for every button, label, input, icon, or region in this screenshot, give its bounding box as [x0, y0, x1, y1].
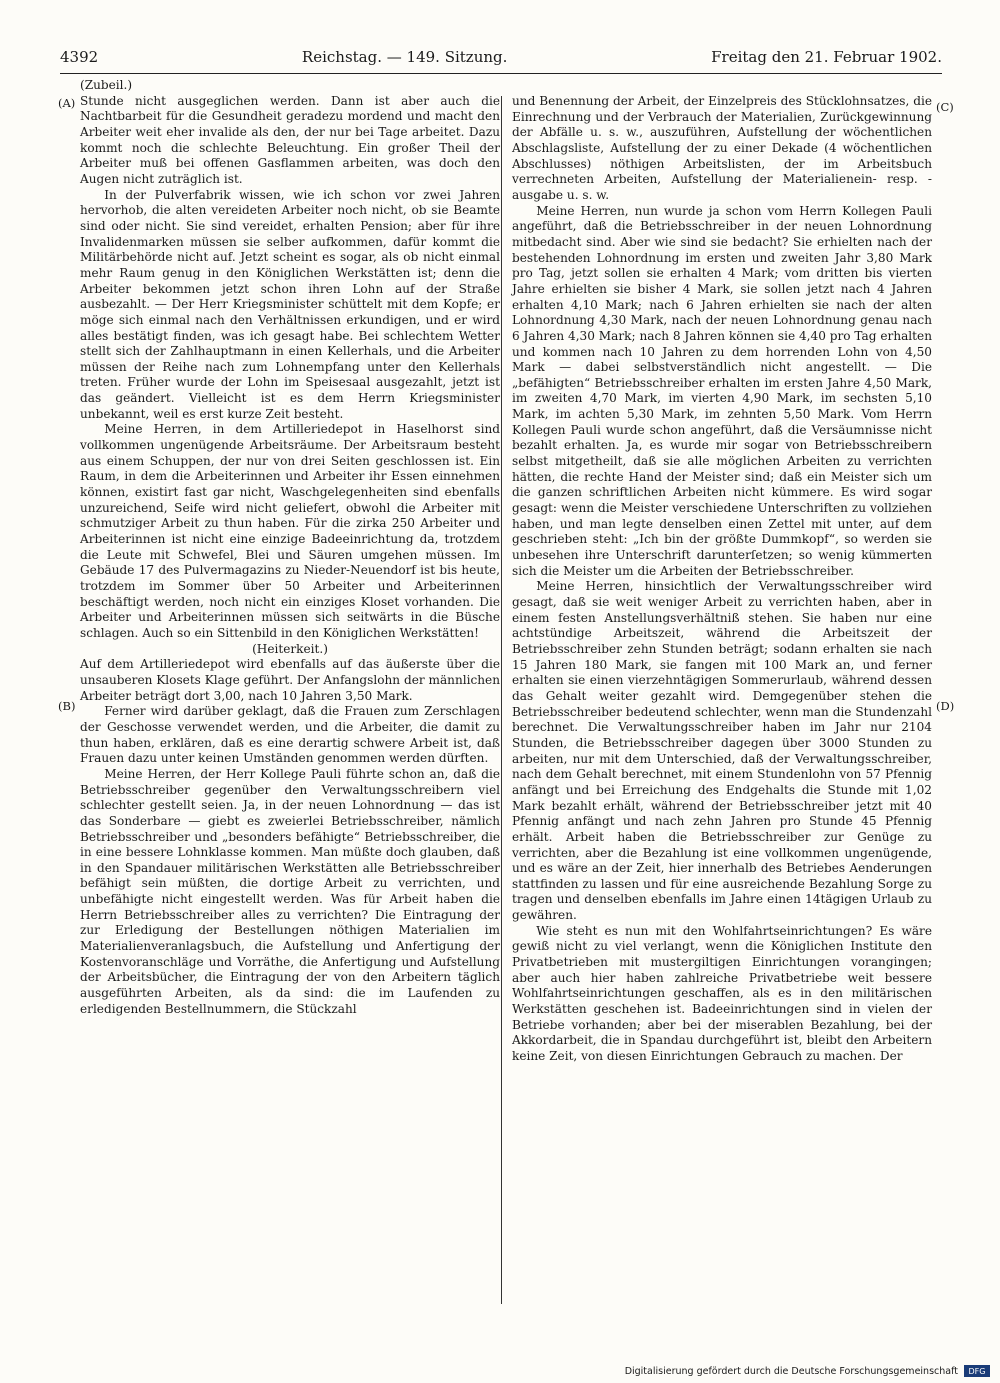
right-column — [512, 94, 932, 1065]
paragraph: Auf dem Artilleriedepot wird ebenfalls auf das äußerste über die unsauberen Klosets Klage geführt. Der Anfangslohn der männlichen Arbeiter beträgt dort 3,00, nach 10 Jahren 3,50 Mark. — [80, 657, 500, 703]
running-title: Reichstag. — 149. Sitzung. — [301, 48, 508, 66]
paragraph: Ferner wird darüber geklagt, daß die Frauen zum Zerschlagen der Geschosse verwendet werden, und die Arbeiter, die damit zu thun haben, erklären, daß es eine derartig schwere Arbeit ist, daß Frauen dazu unter keinen Umständen genommen werden dürften. — [80, 704, 500, 766]
paragraph: Meine Herren, hinsichtlich der Verwaltungsschreiber wird gesagt, daß sie weit weniger Arbeit zu verrichten haben, aber in einem festen Anstellungsverhältniß stehen. Sie haben nur eine achtstündige Arbeitszeit, während die Arbeitszeit der Betriebsschreiber zehn Stunden beträgt; sodann erhalten sie nach 15 Jahren 180 Mark, sie fangen mit 100 Mark an, und ferner erhalten sie einen vierzehntägigen Sommerurlaub, während dessen das Gehalt weiter gezahlt wird. Demgegenüber stehen die Betriebsschreiber bedeutend schlechter, wenn man die Stundenzahl berechnet. Die Verwaltungsschreiber haben im Jahr nur 2104 Stunden, die Betriebsschreiber dagegen über 3000 Stunden zu arbeiten, nur mit dem Unterschied, daß der Verwaltungsschreiber, nach dem Gehalt berechnet, mit einem Stundenlohn von 57 Pfennig anfängt und bei Erreichung des Endgehalts die Stunde mit 1,02 Mark bezahlt erhält, während der Betriebsschreiber jetzt mit 40 Pfennig anfängt und nach zehn Jahren pro Stunde 45 Pfennig erhält. Arbeit haben die Betriebsschreiber zur Genüge zu verrichten, aber die Bezahlung ist eine vollkommen ungenügende, und es wäre an der Zeit, hier innerhalb des Betriebes Aenderungen stattfinden zu lassen und für eine ausreichende Bezahlung Sorge zu tragen und denselben ebenfalls im Jahre einen 14tägigen Urlaub zu gewähren. — [512, 579, 932, 923]
paragraph: Wie steht es nun mit den Wohlfahrtseinrichtungen? Es wäre gewiß nicht zu viel verlangt, wenn die Königlichen Institute den Privatbetrieben mit mustergiltigen Einrichtungen vorangingen; aber auch hier haben zahlreiche Privatbetriebe weit bessere Wohlfahrtseinrichtungen geschaffen, als es in den militärischen Werkstätten geschehen ist. Badeeinrichtungen sind in vielen der Betriebe vorhanden; aber bei der miserablen Bezahlung, bei der Akkordarbeit, die in Spandau durchgeführt ist, bleibt den Arbeitern keine Zeit, von diesen Einrichtungen Gebrauch zu machen. Der — [512, 923, 932, 1064]
page-number: 4392 — [60, 48, 99, 66]
page-header — [60, 48, 942, 72]
column-divider — [501, 96, 502, 1304]
paragraph: Meine Herren, nun wurde ja schon vom Herrn Kollegen Pauli angeführt, daß die Betriebsschreiber in der neuen Lohnordnung mitbedacht sind. Aber wie sind sie bedacht? Sie erhielten nach der bestehenden Lohnordnung im ersten und zweiten Jahr 3,80 Mark pro Tag, jetzt sollen sie erhalten 4 Mark; vom dritten bis vierten Jahre erhielten sie bisher 4 Mark, sie sollen jetzt nach 4 Jahren erhalten 4,10 Mark; nach 6 Jahren erhielten sie nach der alten Lohnordnung 4,30 Mark, nach der neuen Lohnordnung genau nach 6 Jahren 4,30 Mark; nach 8 Jahren können sie 4,40 pro Tag erhalten und kommen nach 10 Jahren zu dem horrenden Lohn von 4,50 Mark — dabei selbstverständlich nicht angestellt. — Die „befähigten“ Betriebsschreiber erhalten im ersten Jahre 4,50 Mark, im zweiten 4,70 Mark, im vierten 4,90 Mark, im sechsten 5,10 Mark, im achten 5,30 Mark, im zehnten 5,50 Mark. Vom Herrn Kollegen Pauli wurde schon angeführt, daß die Versäumnisse nicht bezahlt erhalten. Ja, es wurde mir sogar von Betriebsschreibern selbst mitgetheilt, daß sie alle möglichen Arbeiten zu verrichten hätten, die rechte Hand der Meister sind; daß ein Meister sich um die ganzen schriftlichen Arbeiten nicht kümmere. Es wird sogar gesagt: wenn die Meister verschiedene Unterschriften zu vollziehen haben, und man legte denselben einen Zettel mit unter, auf dem geschrieben steht: „Ich bin der größte Dummkopf“, so werden sie unbesehen ihre Unterschrift darunterſetzen; so wenig kümmerten sich die Meister um die Arbeiten der Betriebsschreiber. — [512, 203, 932, 578]
session-date: Freitag den 21. Februar 1902. — [711, 48, 942, 66]
left-column — [80, 78, 500, 1017]
header-rule — [60, 73, 942, 74]
credit-text: Digitalisierung gefördert durch die Deutsche Forschungsgemeinschaft — [624, 1365, 958, 1377]
margin-marker-b: (B) — [58, 699, 76, 713]
paragraph: Meine Herren, in dem Artilleriedepot in Haselhorst sind vollkommen ungenügende Arbeitsräume. Der Arbeitsraum besteht aus einem Schuppen, der nur von drei Seiten geschlossen ist. Ein Raum, in dem die Arbeiterinnen und Arbeiter ihr Essen einnehmen können, existirt fast gar nicht, Waschgelegenheiten sind ebenfalls unzureichend, Seife wird nicht geliefert, obwohl die Arbeiter mit schmutziger Arbeit zu thun haben. Für die zirka 250 Arbeiter und Arbeiterinnen ist nicht eine einzige Badeeinrichtung da, trotzdem die Leute mit Schwefel, Blei und Säuren umgehen müssen. Im Gebäude 17 des Pulvermagazins zu Nieder-Neuendorf ist bis heute, trotzdem im Sommer über 50 Arbeiter und Arbeiterinnen beschäftigt werden, noch nicht ein einziges Kloset vorhanden. Die Arbeiter und Arbeiterinnen müssen sich seitwärts in die Büsche schlagen. Auch so ein Sittenbild in den Königlichen Werkstätten! — [80, 422, 500, 640]
margin-marker-a: (A) — [58, 96, 76, 110]
dfg-logo: DFG — [964, 1365, 990, 1377]
paragraph: und Benennung der Arbeit, der Einzelpreis des Stücklohnsatzes, die Einrechnung und der Verbrauch der Materialien, Zurückgewinnung der Abfälle u. s. w., auszuführen, Aufstellung der wöchentlichen Abschlagsliste, Aufstellung der zu einer Dekade (4 wöchentlichen Abschlusses) nöthigen Arbeitslisten, der im Arbeitsbuch verrechneten Arbeiten, Aufstellung der Materialienein- resp. -ausgabe u. s. w. — [512, 94, 932, 202]
speaker-label: (Zubeil.) — [80, 78, 133, 92]
margin-marker-d: (D) — [936, 699, 955, 713]
paragraph: Meine Herren, der Herr Kollege Pauli führte schon an, daß die Betriebsschreiber gegenüber den Verwaltungsschreibern viel schlechter gestellt seien. Ja, in der neuen Lohnordnung — das ist das Sonderbare — giebt es zweierlei Betriebsschreiber, nämlich Betriebsschreiber und „besonders befähigte“ Betriebsschreiber, die in eine bessere Lohnklasse kommen. Man müßte doch glauben, daß in den Spandauer militärischen Werkstätten alle Betriebsschreiber befähigt sein müßten, die dortige Arbeit zu verrichten, und unbefähigte nicht eingestellt werden. Was für Arbeit haben die Herrn Betriebsschreiber alles zu verrichten? Die Eintragung der zur Erledigung der Bestellungen nöthigen Materialien im Materialienveranlagsbuch, die Aufstellung und Anfertigung der Kostenvoranschläge und Vorräthe, die Anfertigung und Aufstellung der Arbeitsbücher, die Eintragung der von den Arbeitern täglich ausgeführten Arbeiten, als da sind: die im Laufenden zu erledigenden Bestellnummern, die Stückzahl — [80, 766, 500, 1016]
paragraph: In der Pulverfabrik wissen, wie ich schon vor zwei Jahren hervorhob, die alten vereideten Arbeiter noch nicht, ob sie Beamte sind oder nicht. Sie sind vereidet, erhalten Pension; aber für ihre Invalidenmarken müssen sie selber aufkommen, dafür kommt die Militärbehörde nicht auf. Jetzt scheint es sogar, als ob nicht einmal mehr Raum genug in den Königlichen Werkstätten ist; denn die Arbeiter bekommen jetzt schon ihren Lohn auf der Straße ausbezahlt. — Der Herr Kriegsminister schüttelt mit dem Kopfe; er möge sich einmal nach den Verhältnissen erkundigen, und er wird alles bestätigt finden, was ich gesagt habe. Bei schlechtem Wetter stellt sich der Zahlhauptmann in einen Kellerhals, und die Arbeiter müssen der Reihe nach zum Lohnempfang unter den Kellerhals treten. Früher wurde der Lohn im Speisesaal ausgezahlt, jetzt ist das geändert. Vielleicht ist es dem Herrn Kriegsminister unbekannt, weil es erst kurze Zeit besteht. — [80, 187, 500, 421]
interjection: (Heiterkeit.) — [252, 641, 328, 656]
paragraph: Stunde nicht ausgeglichen werden. Dann ist aber auch die Nachtbarbeit für die Gesundheit geradezu mordend und macht den Arbeiter weit eher invalide als den, der nur bei Tage arbeitet. Dazu kommt noch die schlechte Beleuchtung. Ein großer Theil der Arbeiter muß bei offenen Gasflammen arbeiten, was doch den Augen nicht zuträglich ist. — [80, 93, 500, 186]
margin-marker-c: (C) — [936, 100, 954, 114]
digitization-credit — [625, 1365, 990, 1377]
